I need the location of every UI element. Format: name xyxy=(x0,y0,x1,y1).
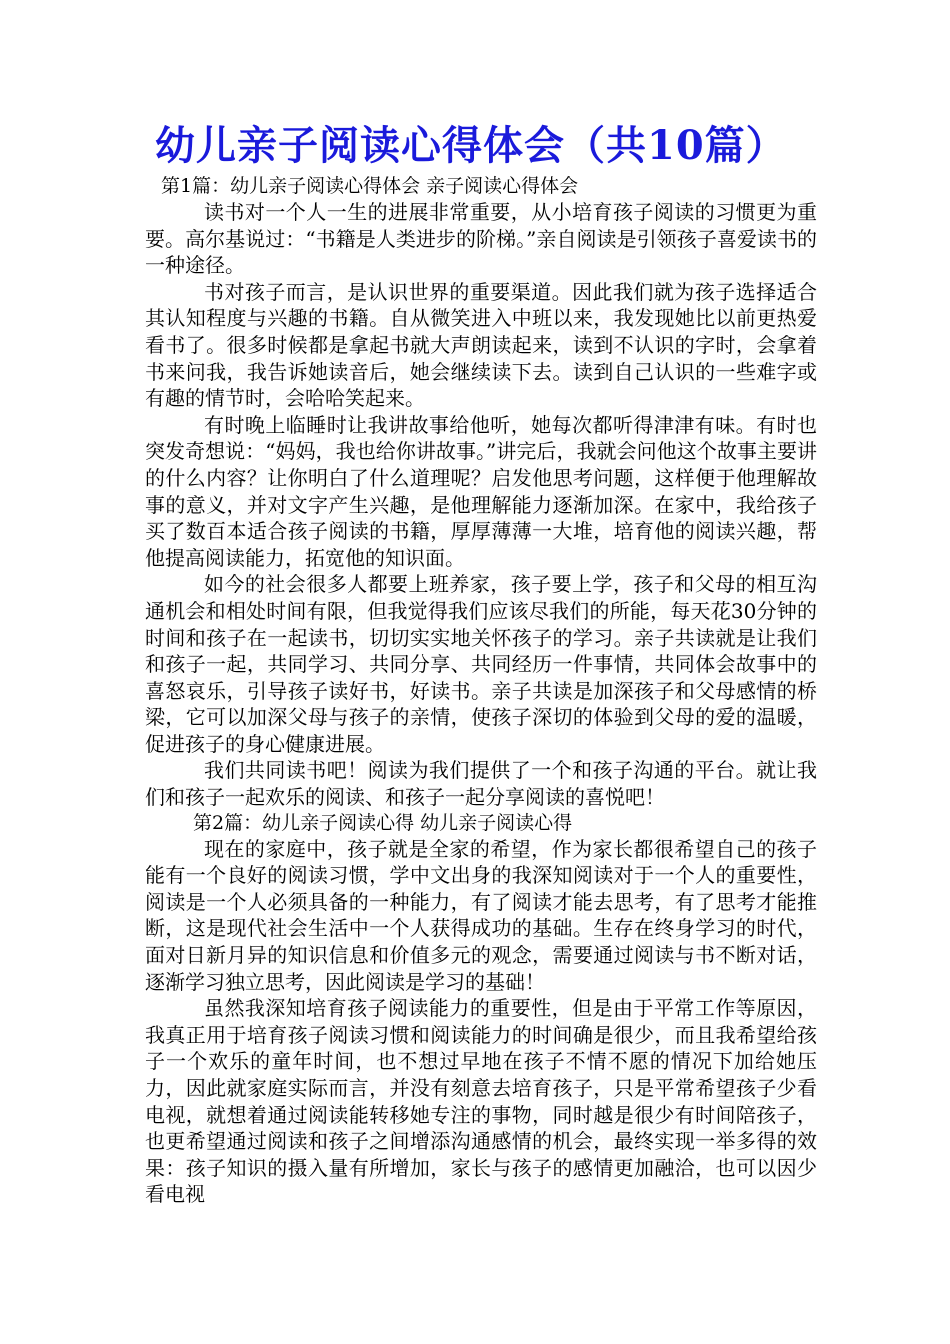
paragraph: 读书对一个人一生的进展非常重要，从小培育孩子阅读的习惯更为重要。高尔基说过：“书籍是人类进步的阶梯。”亲自阅读是引领孩子喜爱读书的一种途径。 xyxy=(145,200,817,278)
chapter-1 xyxy=(145,174,817,811)
paragraph: 现在的家庭中，孩子就是全家的希望，作为家长都很希望自己的孩子能有一个良好的阅读习惯，学中文出身的我深知阅读对于一个人的重要性，阅读是一个人必须具备的一种能力，有了阅读才能去思考，有了思考才能推断，这是现代社会生活中一个人获得成功的基础。生存在终身学习的时代，面对日新月异的知识信息和价值多元的观念，需要通过阅读与书不断对话，逐渐学习独立思考，因此阅读是学习的基础！ xyxy=(145,836,817,994)
paragraph: 我们共同读书吧！阅读为我们提供了一个和孩子沟通的平台。就让我们和孩子一起欢乐的阅读、和孩子一起分享阅读的喜悦吧！ xyxy=(145,758,817,810)
document-title: 幼儿亲子阅读心得体会（共10篇） xyxy=(155,122,787,169)
paragraph: 有时晚上临睡时让我讲故事给他听，她每次都听得津津有味。有时也突发奇想说：“妈妈，我也给你讲故事。”讲完后，我就会问他这个故事主要讲的什么内容？让你明白了什么道理呢？启发他思考问题，这样便于他理解故事的意义，并对文字产生兴趣，是他理解能力逐渐加深。在家中，我给孩子买了数百本适合孩子阅读的书籍，厚厚薄薄一大堆，培育他的阅读兴趣，帮他提高阅读能力，拓宽他的知识面。 xyxy=(145,412,817,570)
document-page xyxy=(145,118,817,1208)
chapter-2 xyxy=(145,811,817,1208)
paragraph: 如今的社会很多人都要上班养家，孩子要上学，孩子和父母的相互沟通机会和相处时间有限，但我觉得我们应该尽我们的所能，每天花30分钟的时间和孩子在一起读书，切切实实地关怀孩子的学习。亲子共读就是让我们和孩子一起，共同学习、共同分享、共同经历一件事情，共同体会故事中的喜怒哀乐，引导孩子读好书，好读书。亲子共读是加深孩子和父母感情的桥梁，它可以加深父母与孩子的亲情，使孩子深切的体验到父母的爱的温暖，促进孩子的身心健康进展。 xyxy=(145,572,817,756)
paragraph: 书对孩子而言，是认识世界的重要渠道。因此我们就为孩子选择适合其认知程度与兴趣的书籍。自从微笑进入中班以来，我发现她比以前更热爱看书了。很多时候都是拿起书就大声朗读起来，读到不认识的字时，会拿着书来问我，我告诉她读音后，她会继续读下去。读到自己认识的一些难字或有趣的情节时，会哈哈笑起来。 xyxy=(145,279,817,411)
chapter-2-heading: 第2篇：幼儿亲子阅读心得 幼儿亲子阅读心得 xyxy=(193,811,573,834)
chapter-1-heading: 第1篇：幼儿亲子阅读心得体会 亲子阅读心得体会 xyxy=(161,175,579,197)
paragraph: 虽然我深知培育孩子阅读能力的重要性，但是由于平常工作等原因，我真正用于培育孩子阅读习惯和阅读能力的时间确是很少，而且我希望给孩子一个欢乐的童年时间，也不想过早地在孩子不情不愿的情况下加给她压力，因此就家庭实际而言，并没有刻意去培育孩子，只是平常希望孩子少看电视，就想着通过阅读能转移她专注的事物，同时越是很少有时间陪孩子，也更希望通过阅读和孩子之间增添沟通感情的机会，最终实现一举多得的效果：孩子知识的摄入量有所增加，家长与孩子的感情更加融洽，也可以因少看电视 xyxy=(145,996,817,1207)
